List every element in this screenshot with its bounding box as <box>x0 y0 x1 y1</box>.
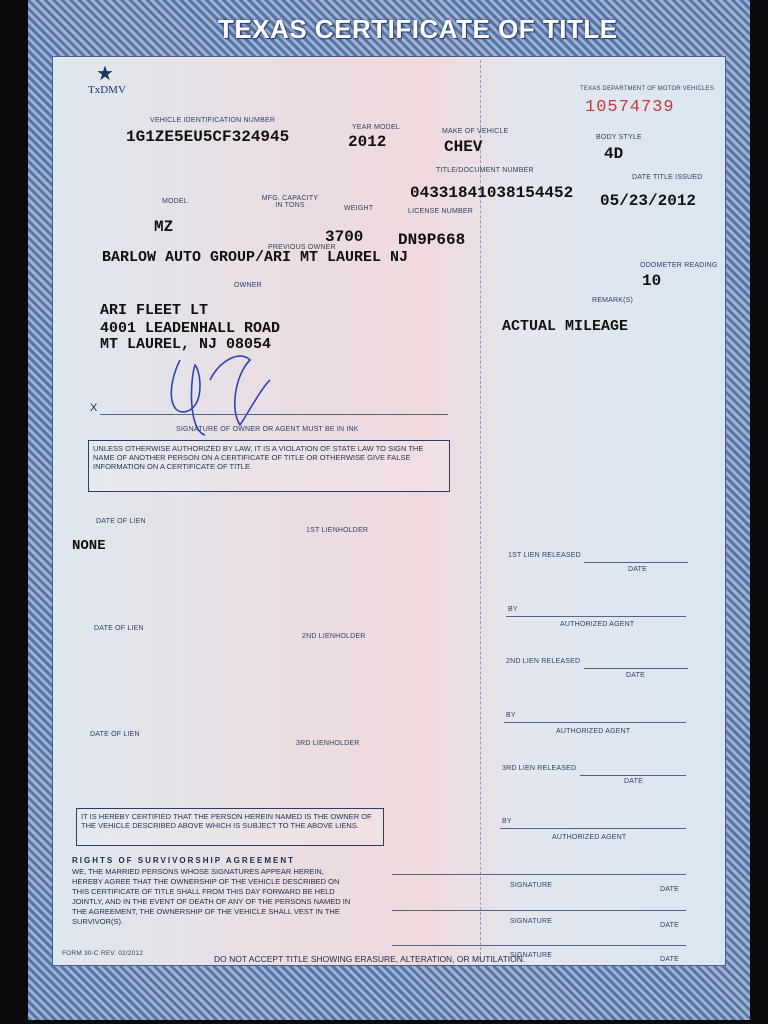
survivorship-body: WE, THE MARRIED PERSONS WHOSE SIGNATURES APPEAR HEREIN, HEREBY AGREE THAT THE OWNERSHIP OF THE VEHICLE DESCRIBED ON THIS CERTIFICATE OF TITLE SHALL FROM THIS DAY FORWARD BE HELD JOINTLY, AND IN THE EVENT OF DEATH OF ANY OF THE PERSONS NAMED IN THE AGREEMENT, THE OWNERSHIP OF THE VEHICLE SHALL VEST IN THE SURVIVOR(S). <box>72 867 351 926</box>
make-label: MAKE OF VEHICLE <box>442 128 509 135</box>
agency-name: TxDMV <box>88 84 126 96</box>
weight-value: 3700 <box>325 228 364 246</box>
body-value: 4D <box>604 145 624 163</box>
lien2-date-label: DATE OF LIEN <box>94 625 144 632</box>
release3-agent-line <box>500 828 686 829</box>
survivor-sig3-line <box>392 945 686 946</box>
body-label: BODY STYLE <box>596 134 642 141</box>
year-label: YEAR MODEL <box>352 124 400 131</box>
certification-box: IT IS HEREBY CERTIFIED THAT THE PERSON HEREIN NAMED IS THE OWNER OF THE VEHICLE DESCRIBED ABOVE WHICH IS SUBJECT TO THE ABOVE LIENS. <box>76 808 384 846</box>
release3-date: DATE <box>624 778 643 785</box>
title-no-value: 04331841038154452 <box>410 184 574 202</box>
vin-label: VEHICLE IDENTIFICATION NUMBER <box>150 117 276 124</box>
release1-label: 1ST LIEN RELEASED <box>508 552 581 559</box>
warning-box: UNLESS OTHERWISE AUTHORIZED BY LAW, IT IS A VIOLATION OF STATE LAW TO SIGN THE NAME OF ANOTHER PERSON ON A CERTIFICATE OF TITLE OR OTHERWISE GIVE FALSE INFORMATION ON A CERTIFICATE OF TITLE. <box>88 440 450 492</box>
model-value: MZ <box>154 218 174 236</box>
release1-by: BY <box>508 606 518 613</box>
title-no-label: TITLE/DOCUMENT NUMBER <box>436 167 534 174</box>
release1-agent: AUTHORIZED AGENT <box>560 621 635 628</box>
signature-label: SIGNATURE OF OWNER OR AGENT MUST BE IN INK <box>176 426 359 433</box>
lien2-label: 2ND LIENHOLDER <box>302 633 366 640</box>
make-value: CHEV <box>444 138 483 156</box>
signature-line <box>100 414 448 415</box>
survivor-sig2-label: SIGNATURE <box>510 918 553 925</box>
form-number: FORM 30-C REV. 02/2012 <box>62 950 144 957</box>
owner-line2: 4001 LEADENHALL ROAD <box>100 320 281 337</box>
survivor-sig3-label: SIGNATURE <box>510 952 553 959</box>
capacity-label: MFG. CAPACITY IN TONS <box>261 195 319 209</box>
lien1-date-label: DATE OF LIEN <box>96 518 146 525</box>
dept-label: TEXAS DEPARTMENT OF MOTOR VEHICLES <box>580 86 715 92</box>
odometer-value: 10 <box>642 272 662 290</box>
model-label: MODEL <box>162 198 188 205</box>
signature-x: X <box>90 402 98 414</box>
release2-agent-line <box>504 722 686 723</box>
release2-date: DATE <box>626 672 645 679</box>
weight-label: WEIGHT <box>344 205 374 212</box>
remarks-value: ACTUAL MILEAGE <box>502 318 629 335</box>
year-value: 2012 <box>348 133 387 151</box>
odometer-label: ODOMETER READING <box>640 262 718 269</box>
lien3-date-label: DATE OF LIEN <box>90 731 140 738</box>
release2-agent: AUTHORIZED AGENT <box>556 728 631 735</box>
vin-value: 1G1ZE5EU5CF324945 <box>126 128 290 146</box>
release3-by: BY <box>502 818 512 825</box>
serial-number: 10574739 <box>585 98 675 117</box>
prev-owner-value: BARLOW AUTO GROUP/ARI MT LAUREL NJ <box>102 249 409 266</box>
license-value: DN9P668 <box>398 231 466 249</box>
release2-by: BY <box>506 712 516 719</box>
survivor-sig1-label: SIGNATURE <box>510 882 553 889</box>
survivor-sig2-line <box>392 910 686 911</box>
owner-label: OWNER <box>234 282 262 289</box>
lien1-value: NONE <box>72 538 106 554</box>
release1-agent-line <box>506 616 686 617</box>
owner-signature <box>150 340 280 450</box>
release1-line <box>584 562 688 563</box>
survivor-sig3-date: DATE <box>660 956 679 963</box>
prev-owner-label: PREVIOUS OWNER <box>268 244 336 251</box>
release3-agent: AUTHORIZED AGENT <box>552 834 627 841</box>
release1-date: DATE <box>628 566 647 573</box>
survivor-sig1-date: DATE <box>660 886 679 893</box>
release2-line <box>584 668 688 669</box>
date-issued-value: 05/23/2012 <box>600 192 697 210</box>
license-label: LICENSE NUMBER <box>408 208 474 215</box>
survivor-sig1-line <box>392 874 686 875</box>
remarks-label: REMARK(S) <box>592 297 634 304</box>
owner-line1: ARI FLEET LT <box>100 302 209 319</box>
lien3-label: 3RD LIENHOLDER <box>296 740 360 747</box>
date-issued-label: DATE TITLE ISSUED <box>632 174 703 181</box>
certificate-title: TEXAS CERTIFICATE OF TITLE <box>218 14 618 44</box>
star-icon: ★ <box>96 63 114 85</box>
footer-warning: DO NOT ACCEPT TITLE SHOWING ERASURE, ALTERATION, OR MUTILATION. <box>214 954 526 964</box>
release2-label: 2ND LIEN RELEASED <box>506 658 581 665</box>
txdmv-logo <box>88 64 126 96</box>
owner-line3: MT LAUREL, NJ 08054 <box>100 336 272 353</box>
lien1-label: 1ST LIENHOLDER <box>306 527 369 534</box>
release3-line <box>580 775 686 776</box>
release3-label: 3RD LIEN RELEASED <box>502 765 577 772</box>
survivorship-title: RIGHTS OF SURVIVORSHIP AGREEMENT <box>72 856 295 865</box>
survivor-sig2-date: DATE <box>660 922 679 929</box>
